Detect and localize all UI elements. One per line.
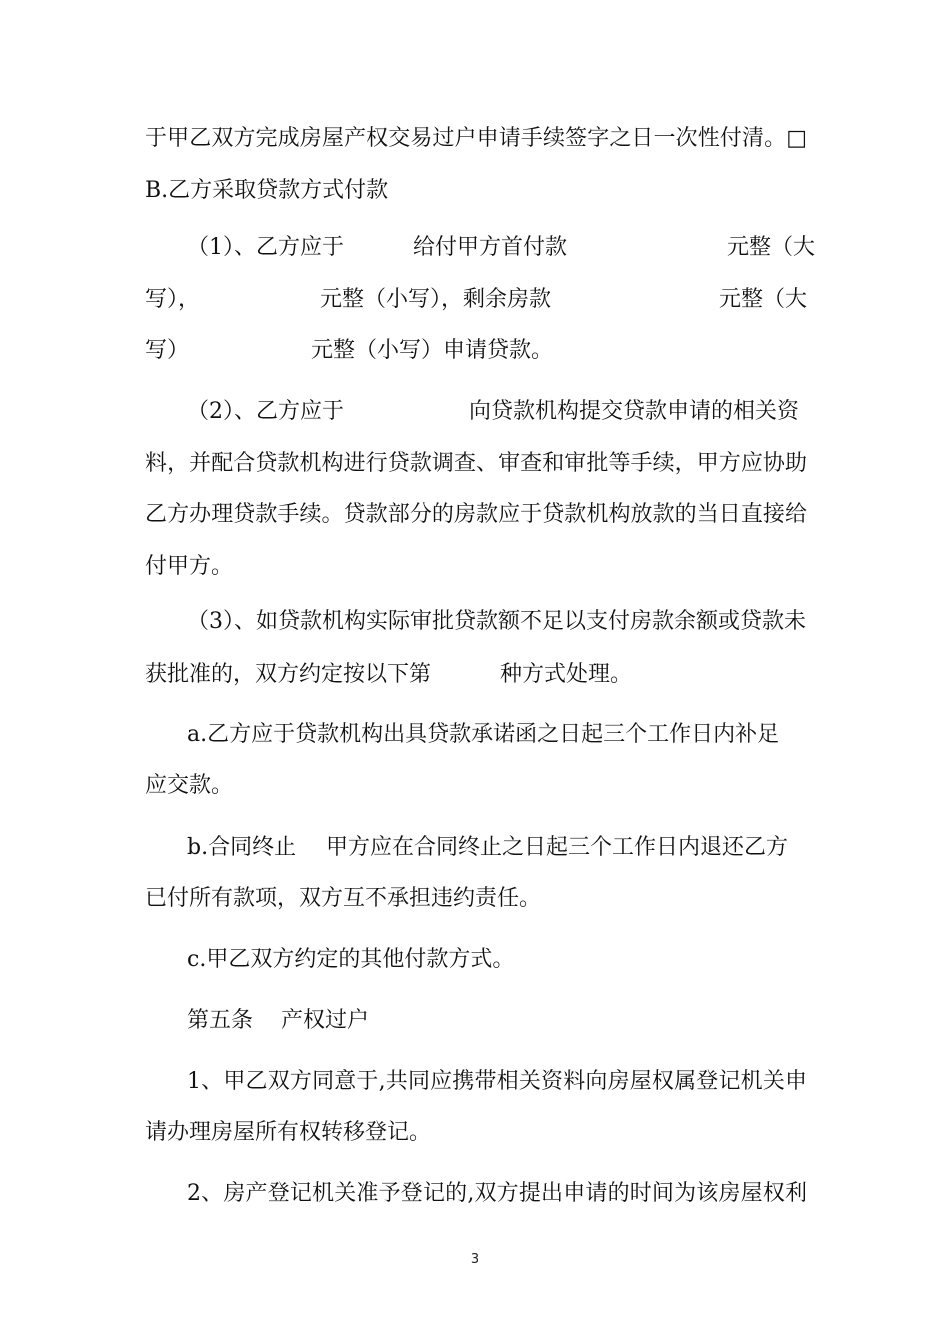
page-number: 3 <box>470 1252 480 1267</box>
text-segment: （3）、如贷款机构实际审批贷款额不足以支付房款余额或贷款未 <box>187 609 806 634</box>
text-segment: 给付甲方首付款 <box>413 235 568 260</box>
text-segment: 元整（小写）申请贷款。 <box>311 338 554 363</box>
text-segment: b.合同终止 <box>187 835 297 860</box>
text-segment: （1）、乙方应于 <box>187 235 344 260</box>
paragraph-line: 乙方办理贷款手续。贷款部分的房款应于贷款机构放款的当日直接给 <box>145 502 807 527</box>
text-segment: 元整（大 <box>719 287 808 312</box>
paragraph-line: 应交款。 <box>145 773 234 798</box>
text-segment: 甲方应在合同终止之日起三个工作日内退还乙方 <box>326 835 789 860</box>
paragraph-line: 于甲乙双方完成房屋产权交易过户申请手续签字之日一次性付清。□ <box>145 126 807 151</box>
text-segment: 获批准的，双方约定按以下第 <box>145 662 432 687</box>
paragraph-line: B.乙方采取贷款方式付款 <box>145 178 389 203</box>
section-heading: 第五条 <box>187 1008 254 1033</box>
text-segment: （2）、乙方应于 <box>187 399 344 424</box>
text-segment: c.甲乙双方约定的其他付款方式。 <box>187 947 515 972</box>
text-segment: a.乙方应于贷款机构出具贷款承诺函之日起三个工作日内补足 <box>187 722 780 747</box>
text-segment: 元整（小写），剩余房款 <box>320 287 552 312</box>
text-segment: 元整（大 <box>727 235 816 260</box>
text-segment: 向贷款机构提交贷款申请的相关资 <box>469 399 800 424</box>
paragraph-line: 请办理房屋所有权转移登记。 <box>145 1120 432 1145</box>
paragraph-line: 已付所有款项，双方互不承担违约责任。 <box>145 886 542 911</box>
text-segment: 写）， <box>145 287 201 312</box>
section-heading-title: 产权过户 <box>281 1008 370 1033</box>
paragraph-line: 料，并配合贷款机构进行贷款调查、审查和审批等手续，甲方应协助 <box>145 451 807 476</box>
paragraph-line: 1、甲乙双方同意于,共同应携带相关资料向房屋权属登记机关申 <box>187 1069 807 1094</box>
paragraph-line: 2、房产登记机关准予登记的,双方提出申请的时间为该房屋权利 <box>187 1181 807 1206</box>
text-segment: 种方式处理。 <box>500 662 633 687</box>
text-segment: 写） <box>145 338 190 363</box>
paragraph-line: 付甲方。 <box>145 554 234 579</box>
